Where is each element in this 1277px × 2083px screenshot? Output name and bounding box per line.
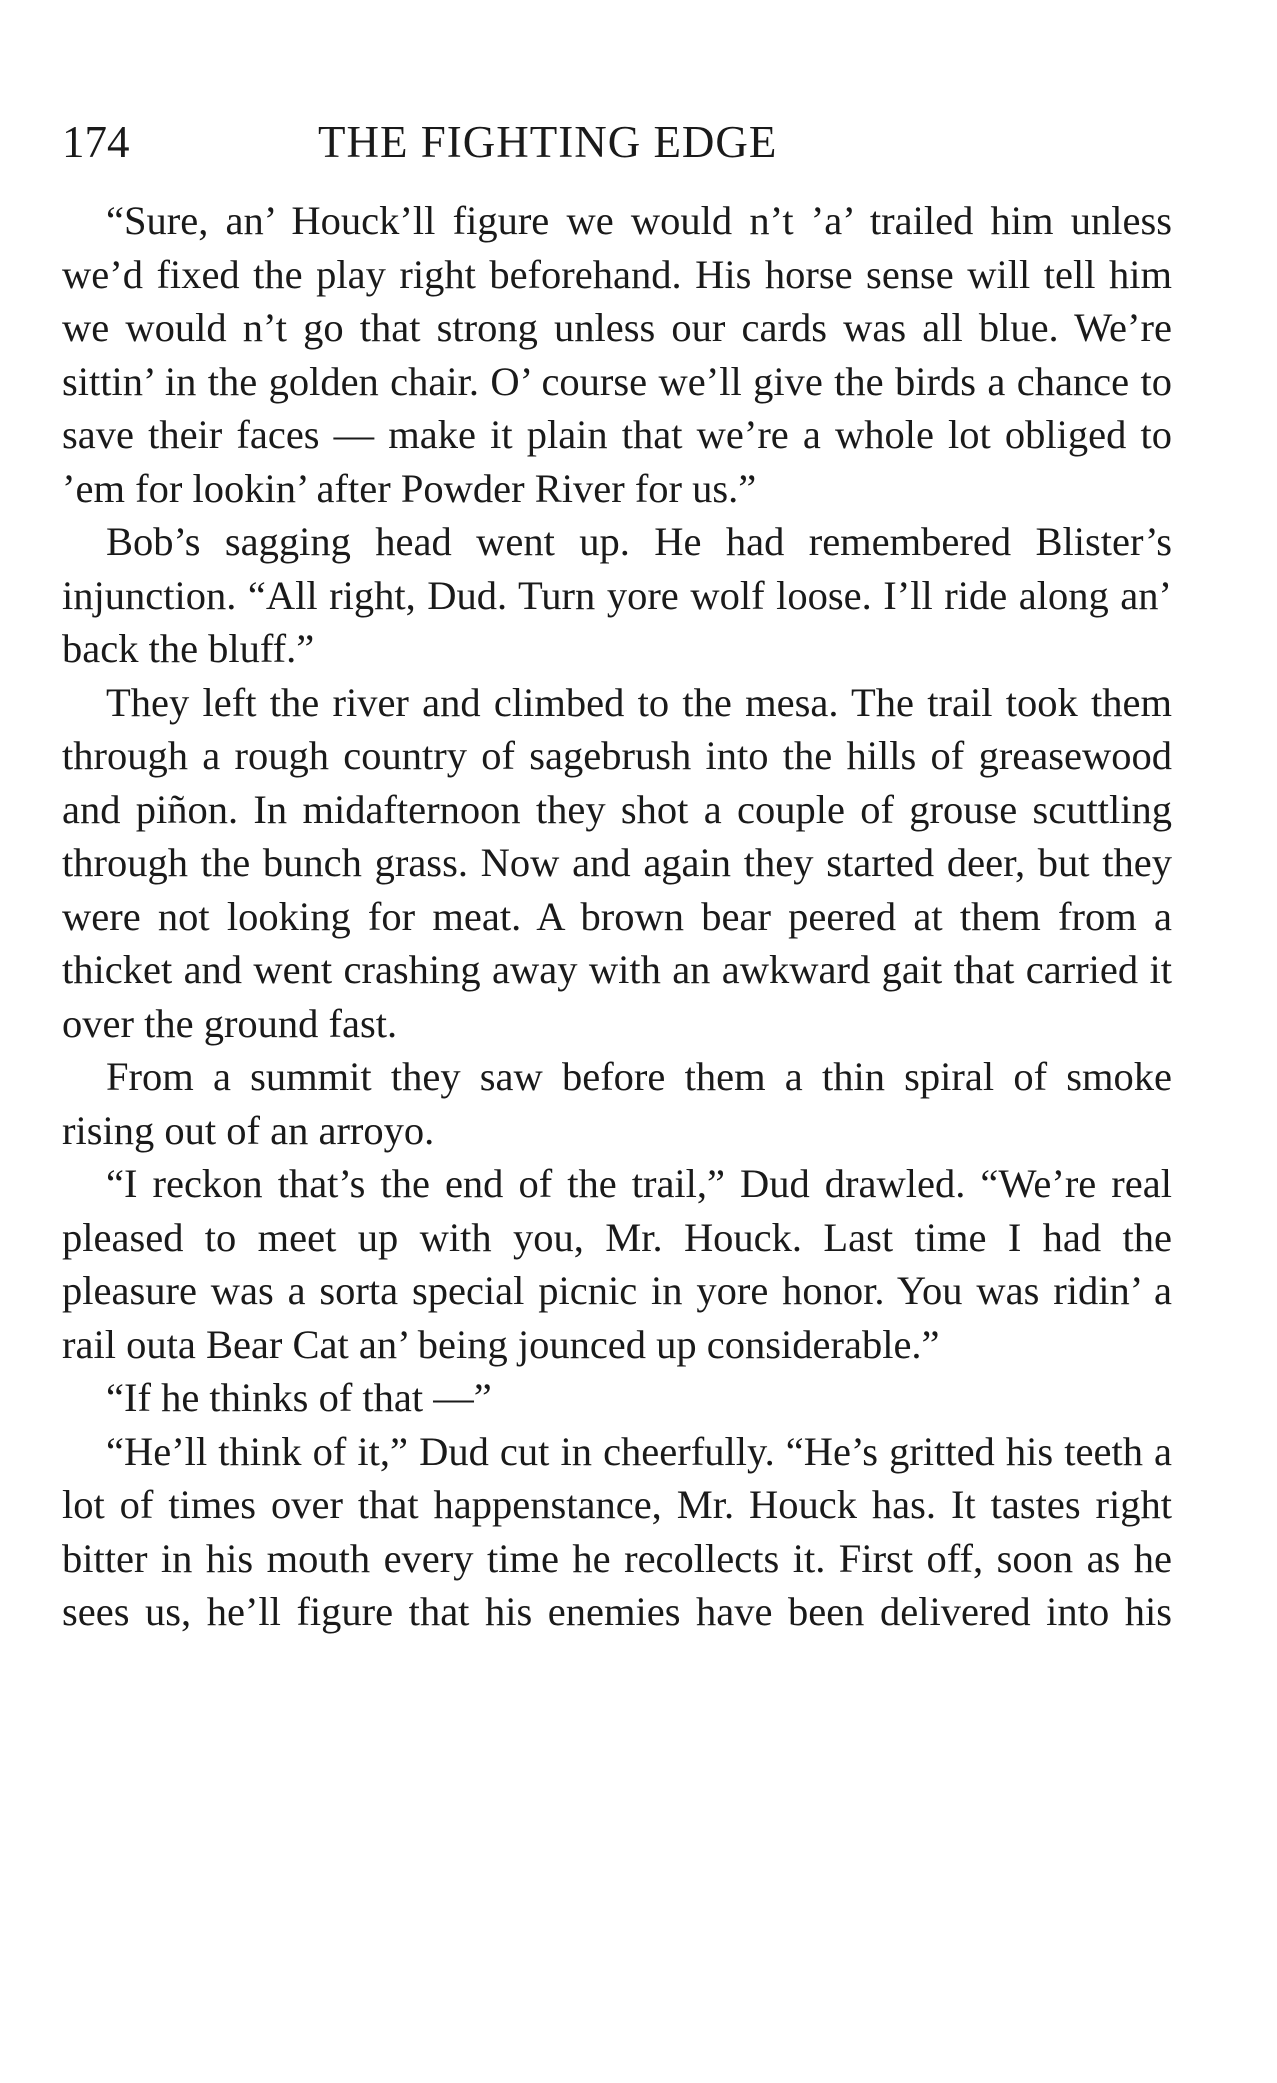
paragraph: Bob’s sagging head went up. He had remembered Blister’s injunction. “All right, Dud. Turn yore wolf loose. I’ll ride along an’ back the bluff.” [62,519,1172,671]
paragraph: “Sure, an’ Houck’ll figure we would n’t ’a’ trailed him unless we’d fixed the play right beforehand. His horse sense will tell him we would n’t go that strong unless our cards was all blue. We’re sittin’ in the golden chair. O’ course we’ll give the birds a chance to save their faces — make it plain that we’re a whole lot obliged to ’em for lookin’ after Powder River for us.” [62,198,1172,511]
paragraph: “I reckon that’s the end of the trail,” Dud drawled. “We’re real pleased to meet up with you, Mr. Houck. Last time I had the pleasure was a sorta special picnic in yore honor. You was ridin’ a rail outa Bear Cat an’ being jounced up considerable.” [62,1161,1172,1367]
paragraph: They left the river and climbed to the mesa. The trail took them through a rough country of sagebrush into the hills of greasewood and piñon. In midafternoon they shot a couple of grouse scuttling through the bunch grass. Now and again they started deer, but they were not looking for meat. A brown bear peered at them from a thicket and went crashing away with an awkward gait that carried it over the ground fast. [62,679,1172,1046]
page-number: 174 [62,117,130,167]
body-text [62,194,1172,1639]
paragraph: From a summit they saw before them a thin spiral of smoke rising out of an arroyo. [62,1054,1172,1153]
paragraph: “He’ll think of it,” Dud cut in cheerfully. “He’s gritted his teeth a lot of times over that happenstance, Mr. Houck has. It tastes right bitter in his mouth every time he recollects it. First off, soon as he sees us, he’ll figure that his enemies have been delivered into his [62,1428,1172,1634]
running-title: THE FIGHTING EDGE [318,117,778,167]
page-header [62,112,1172,172]
book-page [62,112,1172,1639]
paragraph: “If he thinks of that —” [106,1375,492,1420]
